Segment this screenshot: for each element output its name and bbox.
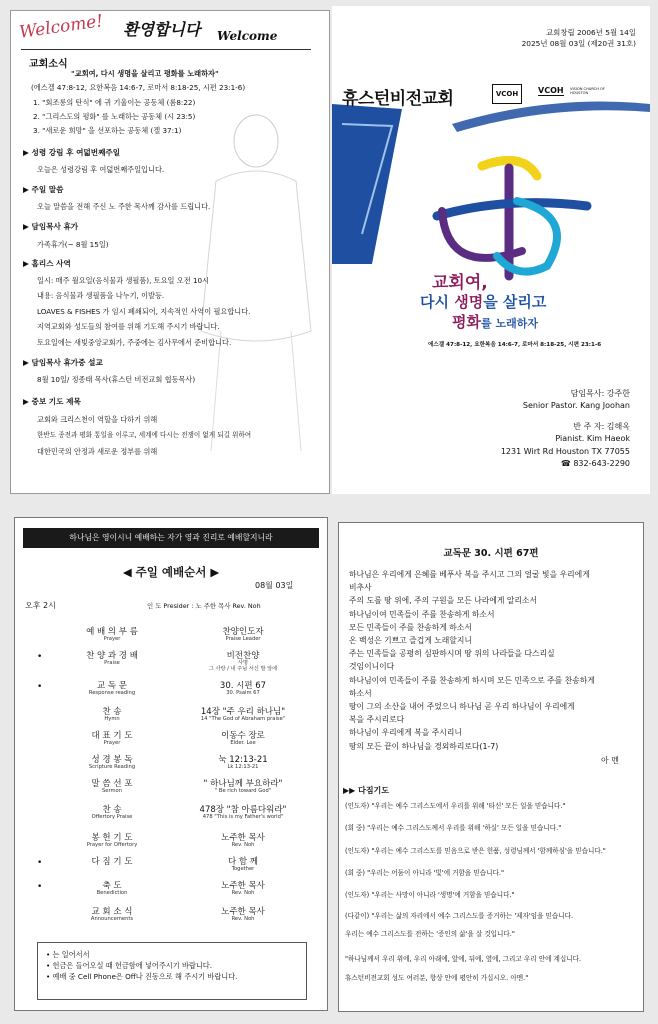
slogan-text: 을 살리고 [483, 293, 547, 311]
church-info [501, 388, 630, 470]
pastor-english: Senior Pastor. Kang Joohan [522, 401, 630, 411]
church-name: 휴스턴비전교회 [342, 89, 454, 109]
reading-line: 비추사 [349, 583, 372, 593]
order-detail-korean: 눅 12:13-21 [218, 755, 268, 765]
order-row [15, 806, 327, 830]
order-item-korean: 축 도 [102, 881, 122, 891]
section-text: 한반도 종전과 평화 통일을 이루고, 세계에 다시는 전쟁이 없게 되길 위하여 [37, 431, 252, 439]
pianist-english: Pianist. Kim Haeok [555, 434, 630, 444]
service-time: 오후 2시 [25, 601, 56, 610]
order-detail-english: Rev. Noh [231, 916, 255, 923]
order-item [67, 708, 157, 723]
order-item [67, 806, 157, 821]
reading-line: 모든 민족들이 주를 찬송하게 하소서 [349, 622, 472, 632]
section-text: 교회와 크리스천이 역할을 다하기 위해 [37, 415, 158, 424]
order-detail-english: 사명 [237, 660, 249, 667]
order-detail-korean: 노주한 목사 [221, 833, 265, 843]
order-detail-korean: " 하나님께 부요하라" [203, 779, 283, 789]
section-text: 토요일에는 새빛중앙교회가, 주중에는 김사무에서 준비합니다. [37, 338, 232, 347]
section-text: 지역교회와 성도들의 참여를 위해 기도해 주시기 바랍니다. [37, 322, 220, 331]
phone: ☎ 832-643-2290 [560, 458, 630, 468]
reading-line: 하소서 [349, 688, 372, 698]
order-row [15, 780, 327, 804]
order-item-english: Announcements [90, 916, 134, 923]
order-item-english: Sermon [101, 788, 123, 795]
prayer-line: 휴스턴비전교회 성도 여러분, 항상 안에 평안히 가십시오. 아멘." [345, 974, 529, 982]
order-detail-korean: 비전찬양 [226, 651, 260, 661]
order-item [67, 628, 157, 643]
amen: 아 멘 [601, 756, 619, 765]
order-detail [183, 882, 303, 897]
slogan-line-3 [452, 314, 538, 331]
reading-line: 주는 민족들을 공평히 심판하시며 땅 위의 나라들을 다스리실 [349, 649, 555, 659]
order-detail-korean: 노주한 목사 [221, 907, 265, 917]
order-item [67, 908, 157, 923]
section-text: LOAVES & FISHES 가 임시 폐쇄되어, 지속적인 사역이 필요합니다. [37, 307, 251, 316]
reading-line: 주의 도를 땅 위에, 주의 구원을 모든 나라에게 알리소서 [349, 596, 538, 606]
order-row [15, 682, 327, 706]
theme-reference: (에스겔 47:8-12, 요한복음 14:6-7, 로마서 8:18-25, 시편 23:1-6) [31, 83, 246, 92]
slogan-highlight: 생명 [454, 293, 484, 311]
order-item-english: Benediction [96, 890, 128, 897]
reading-line: 하나님이 우리에게 복을 주시리니 [349, 728, 462, 738]
reading-line: 온 백성은 기쁘고 즐겁게 노래할지니 [349, 636, 472, 645]
order-item-korean: 말 씀 선 포 [91, 779, 133, 789]
order-row [15, 628, 327, 652]
section-heading: ▶ 담임목사 휴가중 설교 [23, 358, 103, 367]
order-detail [183, 732, 303, 747]
order-row [15, 882, 327, 906]
reading-line: 땅이 그의 소산을 내어 주었으니 하나님 곧 우리 하나님이 우리에게 [349, 702, 575, 711]
order-detail-korean: 14장 "주 우리 하나님" [200, 707, 286, 717]
order-item [67, 858, 157, 867]
reading-line: 것임이니이다 [349, 662, 395, 672]
order-detail [183, 756, 303, 771]
logo-wordmark: VCOH [538, 86, 564, 95]
theme-item: 3. "새로운 희망" 을 선포하는 공동체 (겔 37:1) [33, 126, 182, 135]
standing-marker: • [37, 858, 43, 868]
section-text: 내용: 음식물과 생필품을 나누기, 이발등. [37, 291, 165, 300]
order-item-korean: 찬 송 [102, 707, 122, 717]
order-item-korean: 대 표 기 도 [91, 731, 133, 741]
slogan-line-2 [420, 294, 546, 311]
page-title: 교회소식 [29, 59, 68, 70]
section-heading: ▶ 담임목사 휴가 [23, 222, 79, 231]
worship-order-page [14, 517, 328, 1011]
cover-page [332, 6, 650, 494]
order-item [67, 834, 157, 849]
welcome-korean-script: 환영합니다 [123, 20, 201, 39]
slogan-verses: 에스겔 47:8-12, 요한복음 14:6-7, 로마서 8:18-25, 시편 23:1-6 [428, 342, 602, 348]
order-detail-extra: 그 사랑 / 내 주님 서신 발 앞에 [208, 666, 278, 673]
prayer-line: "하나님께서 우리 위에, 우리 아래에, 앞에, 뒤에, 옆에, 그리고 우리 안에 계십니다. [345, 955, 582, 963]
banner: 하나님은 영이시니 예배하는 자가 영과 진리로 예배할지니라 [23, 528, 319, 548]
slogan-highlight: 평화 [452, 313, 481, 331]
logo-subtitle: VISION CHURCH OF HOUSTON [570, 87, 605, 96]
prayer-heading: ▶▶ 다짐기도 [343, 786, 390, 795]
church-logo: VCOH [492, 84, 522, 104]
pastor-korean: 담임목사: 강주한 [570, 389, 630, 398]
cover-dates [522, 28, 636, 49]
reading-line: 하나님은 우리에게 은혜를 베푸사 복을 주시고 그의 얼굴 빛을 우리에게 [349, 570, 590, 579]
order-item [67, 732, 157, 747]
slogan-text: 다시 [420, 293, 455, 311]
order-item-english: Prayer for Offertory [86, 842, 138, 849]
order-detail-english: Together [231, 866, 255, 873]
prayer-line: (다같이) "우리는 삶의 자리에서 예수 그리스도를 증거하는 '제자'임을 믿습니다. [345, 912, 574, 920]
announcements-page [10, 10, 330, 494]
bulletin-date: 2025년 08월 03일 (제20권 31호) [521, 38, 636, 48]
order-row [15, 858, 327, 882]
slogan-line-1: 교회여, [432, 273, 488, 293]
section-heading: ▶ 중보 기도 제목 [23, 397, 81, 406]
order-item-korean: 찬 송 [102, 805, 122, 815]
order-detail [183, 858, 303, 873]
reading-line: 땅의 모든 끝이 하나님을 경외하리로다(1-7) [349, 741, 499, 751]
order-detail-english: 30. Psalm 67 [226, 690, 260, 697]
standing-marker: • [37, 652, 43, 662]
welcome-script-2: Welcome [217, 29, 278, 43]
order-item-english: Response reading [88, 690, 136, 697]
order-detail-english: Elder. Lee [230, 740, 256, 747]
standing-marker: • [37, 882, 43, 892]
order-detail-english: Lk 12:13-21 [227, 764, 259, 771]
pianist-korean: 반 주 자: 김해옥 [573, 421, 630, 431]
service-date: 08월 03일 [255, 581, 294, 590]
order-detail-english: " Be rich toward God" [214, 788, 272, 795]
theme-item: 1. "회조롱의 탄식" 에 귀 기울이는 공동체 (롬8:22) [33, 98, 196, 107]
order-detail [183, 908, 303, 923]
slogan-text: 를 노래하자 [480, 317, 538, 330]
order-detail-korean: 478장 "참 아름다워라" [199, 805, 287, 815]
order-row [15, 652, 327, 676]
order-item [67, 682, 157, 697]
reading-line: 하나님이여 민족들이 주를 찬송하게 하소서 [349, 609, 495, 619]
cross-emblem-icon [427, 156, 597, 286]
reading-title: 교독문 30. 시편 67편 [443, 548, 539, 559]
presider: 인 도 Presider : 노 주한 목사 Rev. Noh [147, 602, 261, 610]
section-text: 오늘 말씀을 전해 주신 노 주한 목사께 감사를 드립니다. [37, 202, 211, 211]
background-figure-illustration [161, 71, 330, 471]
order-row [15, 756, 327, 780]
theme-text: "교회여, 다시 생명을 살리고 평화를 노래하자" [71, 69, 219, 78]
order-detail [183, 708, 303, 723]
prayer-line: (인도자) "우리는 예수 그리스도에서 우리를 위해 '타신' 모든 일을 믿습니다." [345, 802, 566, 810]
order-detail-english: 478 "This is my Father's world" [202, 814, 284, 821]
section-heading: ▶ 성령 강림 후 여덟번째주일 [23, 148, 121, 157]
note: • 헌금은 들어오실 때 헌금함에 넣어주시기 바랍니다. [46, 961, 213, 971]
prayer-line: 우리는 예수 그리스도를 전하는 '증인의 삶'을 살 것입니다." [345, 930, 515, 938]
welcome-script: Welcome! [18, 11, 105, 43]
theme-item: 2. "그리스도의 평화" 를 노래하는 공동체 (시 23:5) [33, 112, 196, 121]
worship-order-title: ◀ 주일 예배순서 ▶ [122, 565, 220, 579]
section-heading: ▶ 홈리스 사역 [23, 259, 71, 268]
prayer-line: (회 중) "우리는 예수 그리스도께서 우리를 위해 '하실' 모든 일을 믿습니다." [345, 824, 562, 832]
order-detail [183, 806, 303, 821]
order-row [15, 732, 327, 756]
prayer-line: (인도자) "우리는 사망이 아니라 '생명'에 거함을 믿습니다." [345, 891, 515, 899]
section-text: 가족휴가(~ 8월 15일) [37, 240, 109, 249]
prayer-line: (인도자) "우리는 예수 그리스도를 믿음으로 받은 헌품, 성령님께서 '함께하심'을 믿습니다." [345, 847, 606, 855]
order-row [15, 834, 327, 858]
standing-marker: • [37, 682, 43, 692]
order-row [15, 908, 327, 932]
order-detail-english: Praise Leader [225, 636, 261, 643]
order-item-english: Prayer [103, 636, 121, 643]
order-item [67, 652, 157, 667]
notes-box [37, 942, 307, 1000]
responsive-reading-page [338, 522, 644, 1012]
order-item [67, 882, 157, 897]
order-item-korean: 성 경 봉 독 [91, 755, 133, 765]
address: 1231 Wirt Rd Houston TX 77055 [500, 446, 630, 456]
section-text: 8월 10일/ 정종태 목사(휴스턴 비전교회 협동목사) [37, 375, 196, 384]
order-item [67, 756, 157, 771]
order-detail-korean: 이동수 장로 [221, 731, 265, 741]
section-text: 오늘은 성령강림 후 여덟번째주일입니다. [37, 165, 165, 174]
prayer-line: (회 중) "우리는 어둠이 아니라 '빛'에 거함을 믿습니다." [345, 869, 504, 877]
order-detail [183, 682, 303, 697]
order-item-english: Scripture Reading [88, 764, 136, 771]
order-detail [183, 780, 303, 795]
order-item-korean: 교 독 문 [96, 681, 128, 691]
order-item [67, 780, 157, 795]
section-text: 대한민국의 안정과 새로운 정부를 위해 [37, 447, 158, 456]
order-detail-korean: 30. 시편 67 [219, 681, 267, 691]
order-detail [183, 652, 303, 673]
order-detail [183, 834, 303, 849]
order-item-english: Offertory Praise [91, 814, 133, 821]
order-detail-english: Rev. Noh [231, 890, 255, 897]
order-item-korean: 교 회 소 식 [91, 907, 133, 917]
order-item-english: Praise [104, 660, 120, 667]
section-text: 일시: 매주 월요일(음식물과 생필품), 토요일 오전 10시 [37, 276, 210, 285]
order-item-korean: 다 짐 기 도 [91, 857, 133, 867]
order-detail-korean: 찬양인도자 [222, 627, 264, 637]
note: • 는 일어서서 [46, 950, 90, 959]
reading-line: 하나님이여 민족들이 주를 찬송하게 하시며 모든 민족으로 주를 찬송하게 [349, 675, 595, 685]
order-item-english: Hymn [104, 716, 120, 723]
section-heading: ▶ 주일 말씀 [23, 185, 64, 194]
founded-date: 교회창립 2006년 5월 14일 [546, 28, 636, 37]
order-item-korean: 봉 헌 기 도 [91, 833, 133, 843]
order-row [15, 708, 327, 732]
order-detail-korean: 노주한 목사 [221, 881, 265, 891]
order-item-korean: 예 배 의 부 름 [86, 627, 138, 637]
order-detail [183, 628, 303, 643]
note: • 예배 중 Cell Phone은 Off나 진동으로 해 주시기 바랍니다. [46, 972, 238, 982]
order-item-english: Prayer [103, 740, 121, 747]
order-detail-english: 14 "The God of Abraham praise" [200, 716, 286, 723]
reading-line: 복을 주시리로다 [349, 715, 405, 725]
order-detail-english: Rev. Noh [231, 842, 255, 849]
order-detail-korean: 다 함 께 [227, 857, 259, 867]
divider [21, 49, 311, 50]
order-item-korean: 찬 양 과 경 배 [86, 651, 138, 661]
